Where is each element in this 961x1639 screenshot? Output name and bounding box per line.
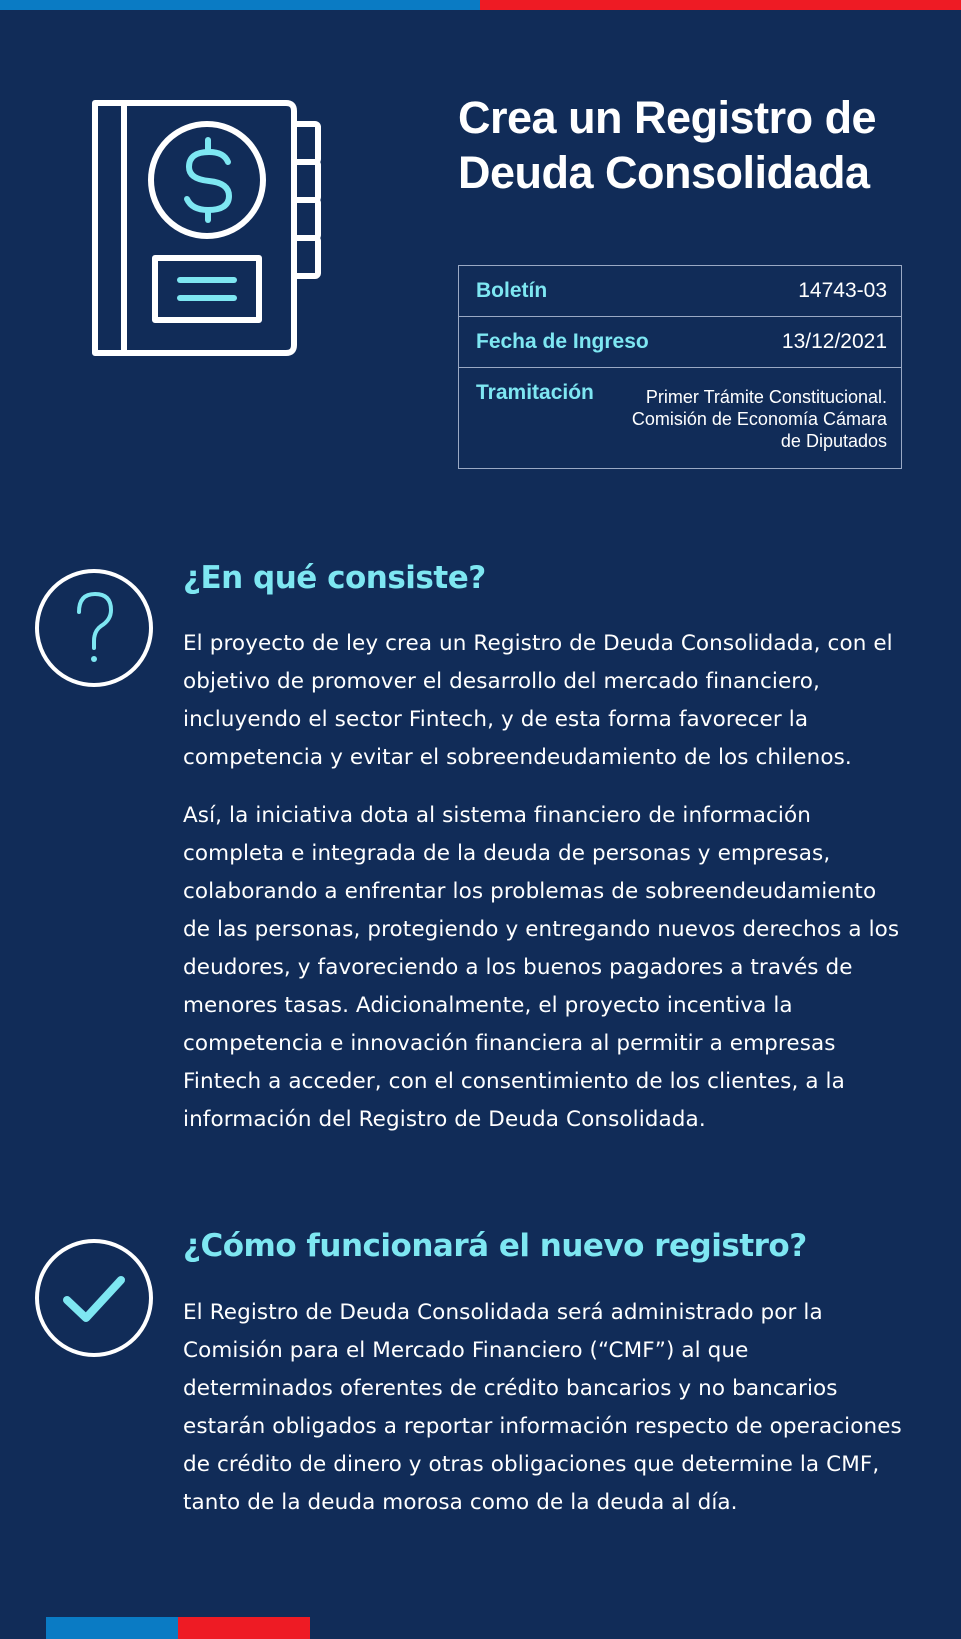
page-title-line1: Crea un Registro de [458, 92, 877, 143]
info-label: Boletín [476, 279, 548, 302]
info-table [458, 265, 902, 469]
info-value-line: Primer Trámite Constitucional. [645, 387, 887, 407]
section-paragraph: El proyecto de ley crea un Registro de Deuda Consolidada, con el objetivo de promover el desarrollo del mercado financiero, incluyendo el sector Fintech, y de esta forma favorecer la competencia y evitar el sobreendeudamiento de los chilenos. [183, 631, 893, 770]
info-value: 14743-03 [798, 279, 887, 302]
top-flag-blue [0, 0, 480, 10]
info-value-line: Comisión de Economía Cámara [631, 409, 887, 429]
info-label: Tramitación [476, 381, 594, 404]
info-value-line: de Diputados [780, 431, 887, 451]
checkmark-circle-icon [34, 1238, 154, 1358]
section-title-consiste: ¿En qué consiste? [183, 560, 486, 596]
bottom-flag-red [178, 1617, 310, 1639]
top-flag-red [480, 0, 961, 10]
ledger-dollar-icon [92, 100, 332, 370]
info-value: 13/12/2021 [781, 330, 887, 353]
question-circle-icon [34, 568, 154, 688]
info-value [602, 386, 887, 452]
top-flag-bar [0, 0, 961, 10]
section-title-funcionara: ¿Cómo funcionará el nuevo registro? [183, 1228, 807, 1264]
bottom-flag-blue [46, 1617, 178, 1639]
section-paragraph: Así, la iniciativa dota al sistema financiero de información completa e integrada de la deuda de personas y empresas, colaborando a enfrentar los problemas de sobreendeudamiento de las personas, protegiendo y entregando nuevos derechos a los deudores, y favoreciendo a los buenos pagadores a través de menores tasas. Adicionalmente, el proyecto incentiva la competencia e innovación financiera al permitir a empresas Fintech a acceder, con el consentimiento de los clientes, a la información del Registro de Deuda Consolidada. [183, 803, 900, 1132]
info-row-boletin [459, 266, 901, 317]
info-row-fecha [459, 317, 901, 368]
section-paragraph: El Registro de Deuda Consolidada será administrado por la Comisión para el Mercado Financiero (“CMF”) al que determinados oferentes de crédito bancarios y no bancarios estarán obligados a reportar información respecto de operaciones de crédito de dinero y otras obligaciones que determine la CMF, tanto de la deuda morosa como de la deuda al día. [183, 1300, 902, 1515]
bottom-flag-bar [46, 1617, 310, 1639]
page-title [458, 90, 938, 200]
info-label: Fecha de Ingreso [476, 330, 649, 353]
page-title-line2: Deuda Consolidada [458, 147, 870, 198]
info-row-tramitacion [459, 368, 901, 468]
